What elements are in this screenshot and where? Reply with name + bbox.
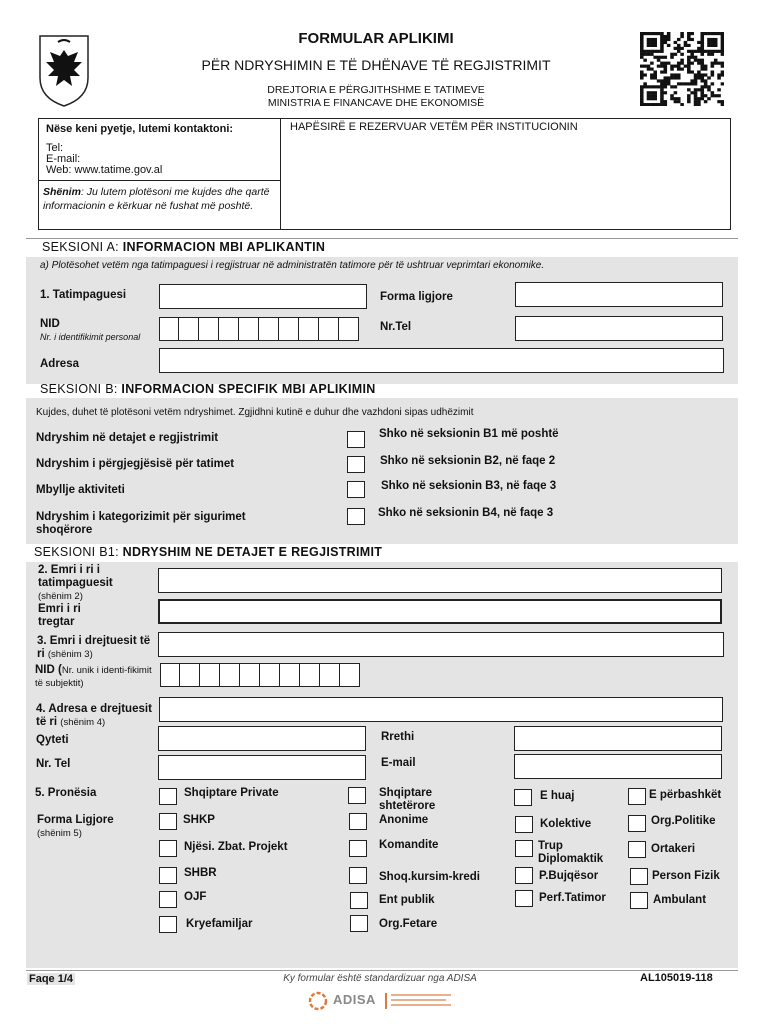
new-address-field[interactable] [159, 697, 723, 722]
legal-form-checkbox[interactable] [515, 867, 533, 884]
city-label: Qyteti [36, 734, 69, 746]
new-name-label: 2. Emri i ri i tatimpaguesit (shënim 2) [38, 564, 113, 602]
legal-form-checkbox[interactable] [628, 815, 646, 832]
legal-form-checkbox[interactable] [349, 867, 367, 884]
legal-form-option: Ambulant [653, 894, 707, 906]
nid-cells[interactable] [159, 317, 359, 341]
city-field[interactable] [158, 726, 366, 751]
legal-form-option: Org.Fetare [379, 918, 438, 930]
contact-heading: Nëse keni pyetje, lutemi kontaktoni: [46, 123, 234, 135]
b-row-label: Mbyllje aktiviteti [36, 484, 125, 496]
b1-nid-cells[interactable] [160, 663, 360, 687]
legal-form-checkbox[interactable] [515, 840, 533, 857]
ownership-checkbox[interactable] [514, 789, 532, 806]
legal-form-checkbox[interactable] [159, 840, 177, 857]
contact-web: Web: www.tatime.gov.al [46, 164, 163, 176]
legal-form-option: Komandite [379, 839, 439, 851]
b1-legal-form-label: Forma Ligjore (shënim 5) [37, 814, 114, 839]
district-label: Rrethi [381, 731, 415, 743]
legal-form-field[interactable] [515, 282, 723, 307]
ownership-option: E huaj [540, 790, 575, 802]
section-a-instruction: a) Plotësohet vetëm nga tatimpaguesi i regjistruar në administratën tatimore për të ushtruar veprimtari ekonomike. [40, 260, 545, 271]
b1-phone-label: Nr. Tel [36, 758, 71, 770]
legal-form-checkbox[interactable] [159, 891, 177, 908]
taxpayer-field[interactable] [159, 284, 367, 309]
ownership-option: E përbashkët [649, 789, 722, 801]
legal-form-option: Kolektive [540, 818, 592, 830]
section-b1-heading: SEKSIONI B1: NDRYSHIM NE DETAJET E REGJISTRIMIT [34, 545, 383, 559]
trade-name-label: Emri i ri tregtar [38, 603, 81, 628]
form-subtitle: PËR NDRYSHIMIN E TË DHËNAVE TË REGJISTRIMIT [201, 57, 551, 73]
address-field[interactable] [159, 348, 724, 373]
reserved-label: HAPËSIRË E REZERVUAR VETËM PËR INSTITUCIONIN [290, 121, 578, 133]
page-number: Faqe 1/4 [29, 973, 74, 985]
legal-form-checkbox[interactable] [350, 892, 368, 909]
b-row-checkbox[interactable] [347, 431, 365, 448]
b-row-label: Ndryshim në detajet e regjistrimit [36, 432, 219, 444]
adisa-logo-text: ADISA [333, 992, 376, 1007]
qr-code [640, 32, 724, 106]
standardized-note: Ky formular është standardizuar nga ADISA [283, 973, 477, 984]
b-row-goto: Shko në seksionin B2, në faqe 2 [380, 455, 556, 467]
legal-form-option: P.Bujqësor [539, 870, 599, 882]
manager-label: 3. Emri i drejtuesit të ri (shënim 3) [37, 635, 151, 660]
address-label: Adresa [40, 358, 79, 370]
ownership-option: Shqiptare Private [184, 787, 279, 799]
legal-form-option: SHKP [183, 814, 215, 826]
b1-phone-field[interactable] [158, 755, 366, 780]
contact-email: E-mail: [46, 153, 81, 165]
legal-form-option: Kryefamiljar [186, 918, 253, 930]
b1-email-field[interactable] [514, 754, 722, 779]
trade-name-field[interactable] [158, 599, 722, 624]
legal-form-checkbox[interactable] [159, 813, 177, 830]
new-name-field[interactable] [158, 568, 722, 593]
legal-form-option: Ortakeri [651, 843, 696, 855]
phone-field[interactable] [515, 316, 723, 341]
contact-note: Shënim: Ju lutem plotësoni me kujdes dhe qartë informacionin e kërkuar në fushat më poshtë. [43, 186, 270, 212]
ownership-checkbox[interactable] [628, 788, 646, 805]
ownership-label: 5. Pronësia [35, 787, 97, 799]
legal-form-checkbox[interactable] [349, 813, 367, 830]
legal-form-option: Person Fizik [652, 870, 720, 882]
legal-form-checkbox[interactable] [350, 915, 368, 932]
b1-email-label: E-mail [381, 757, 416, 769]
legal-form-option: Trup Diplomaktik [538, 840, 604, 865]
legal-form-checkbox[interactable] [349, 840, 367, 857]
section-a-heading: SEKSIONI A: INFORMACION MBI APLIKANTIN [42, 240, 326, 254]
section-b-instruction: Kujdes, duhet të plotësoni vetëm ndryshimet. Zgjidhni kutinë e duhur dhe vazhdoni sipas udhëzimit [36, 407, 474, 418]
manager-field[interactable] [158, 632, 724, 657]
new-address-label: 4. Adresa e drejtuesit të ri (shënim 4) [36, 703, 152, 728]
legal-form-option: Shoq.kursim-kredi [379, 871, 480, 883]
reserved-box [280, 118, 731, 230]
albania-emblem [36, 32, 92, 108]
form-title: FORMULAR APLIKIMI [298, 30, 454, 47]
contact-tel: Tel: [46, 142, 64, 154]
section-b-heading: SEKSIONI B: INFORMACION SPECIFIK MBI APLIKIMIN [40, 382, 376, 396]
legal-form-option: Org.Politike [651, 815, 716, 827]
ownership-option: Shqiptare shtetërore [379, 787, 436, 812]
b-row-goto: Shko në seksionin B3, në faqe 3 [381, 480, 557, 492]
b-row-goto: Shko në seksionin B1 më poshtë [379, 428, 559, 440]
legal-form-option: SHBR [184, 867, 217, 879]
legal-form-checkbox[interactable] [159, 916, 177, 933]
legal-form-checkbox[interactable] [159, 867, 177, 884]
legal-form-checkbox[interactable] [628, 841, 646, 858]
adisa-logo [305, 990, 465, 1014]
taxpayer-label: 1. Tatimpaguesi [40, 289, 127, 301]
legal-form-option: OJF [184, 891, 207, 903]
legal-form-option: Ent publik [379, 894, 435, 906]
b-row-checkbox[interactable] [347, 481, 365, 498]
legal-form-checkbox[interactable] [630, 892, 648, 909]
legal-form-label: Forma ligjore [380, 291, 453, 303]
form-code: AL105019-118 [640, 972, 713, 984]
org-line-1: DREJTORIA E PËRGJITHSHME E TATIMEVE [267, 84, 485, 96]
ownership-checkbox[interactable] [159, 788, 177, 805]
legal-form-checkbox[interactable] [515, 816, 533, 833]
b-row-label: Ndryshim i kategorizimit për sigurimet shoqërore [36, 511, 246, 536]
legal-form-option: Anonime [379, 814, 429, 826]
ownership-checkbox[interactable] [348, 787, 366, 804]
district-field[interactable] [514, 726, 722, 751]
b-row-checkbox[interactable] [347, 456, 365, 473]
b-row-goto: Shko në seksionin B4, në faqe 3 [378, 507, 554, 519]
nid-label: NID Nr. i identifikimit personal [40, 318, 141, 342]
legal-form-checkbox[interactable] [630, 868, 648, 885]
b1-nid-label: NID (Nr. unik i identi-fikimit të subjektit) [35, 664, 152, 689]
legal-form-option: Njësi. Zbat. Projekt [184, 841, 288, 853]
phone-label: Nr.Tel [380, 321, 412, 333]
org-line-2: MINISTRIA E FINANCAVE DHE EKONOMISË [267, 97, 485, 109]
b-row-checkbox[interactable] [347, 508, 365, 525]
b-row-label: Ndryshim i përgjegjësisë për tatimet [36, 458, 235, 470]
legal-form-option: Perf.Tatimor [539, 892, 606, 904]
legal-form-checkbox[interactable] [515, 890, 533, 907]
